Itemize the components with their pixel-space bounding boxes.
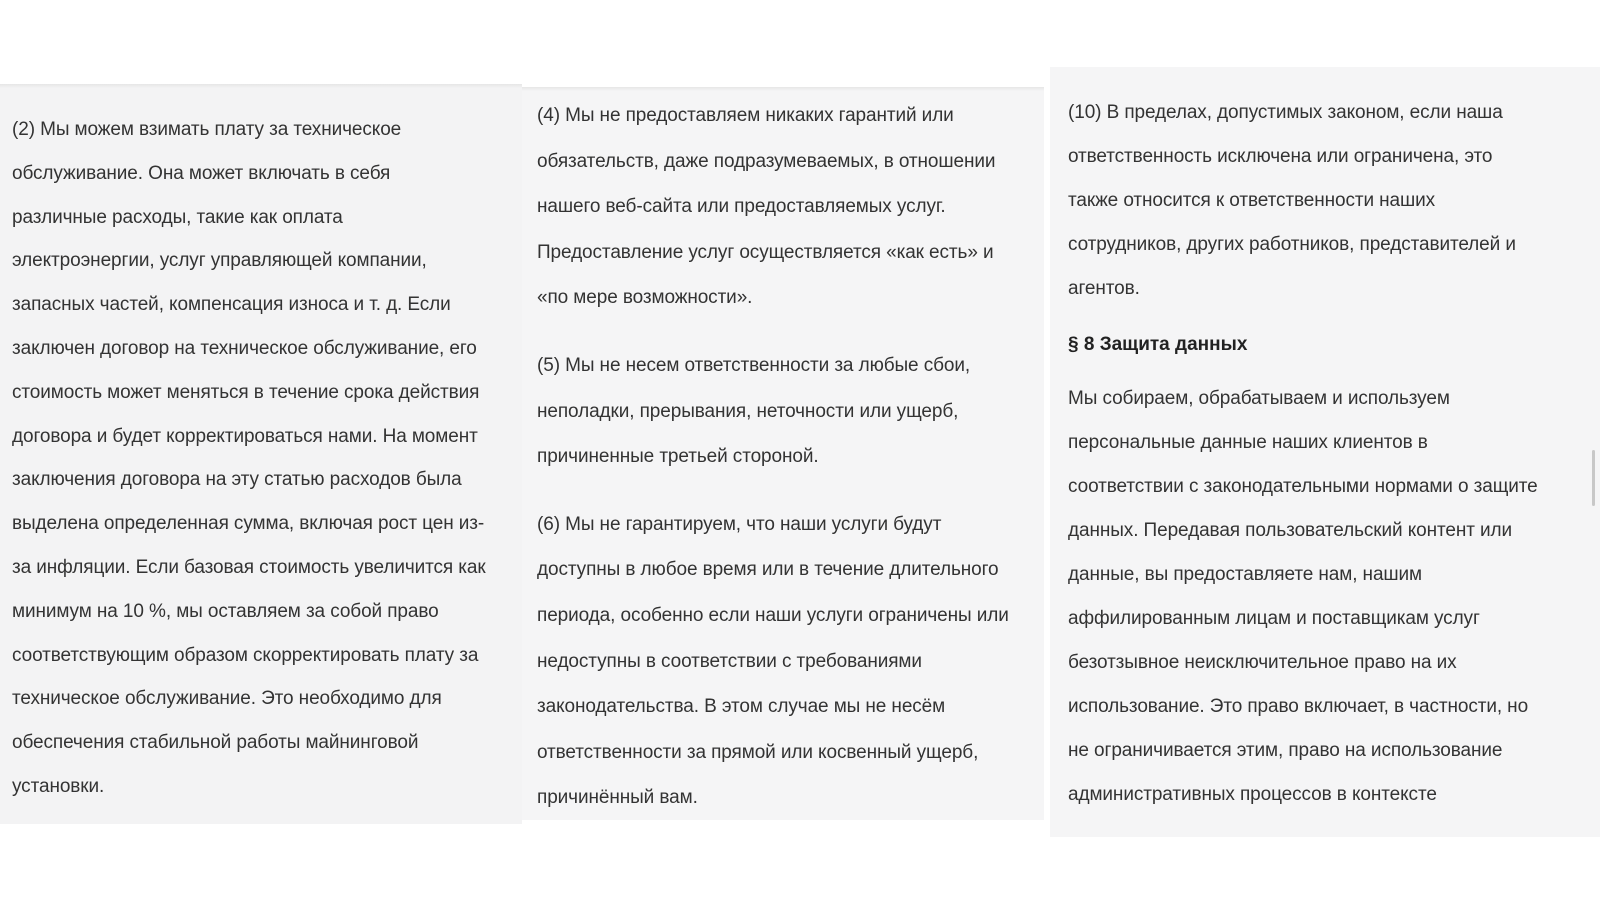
document-column-3 (1050, 67, 1600, 837)
clause-6-paragraph: (6) Мы не гарантируем, что наши услуги будут доступны в любое время или в течение длительного периода, особенно если наши услуги ограничены или недоступны в соответствии с требованиями законодательства. В этом случае мы не несём ответственности за прямой или косвенный ущерб, причинённый вам. (537, 513, 1009, 809)
clause-10-paragraph: (10) В пределах, допустимых законом, если наша ответственность исключена или ограничена, это также относится к ответственности наших сотрудников, других работников, представителей и агентов. (1068, 102, 1516, 299)
scrollbar-thumb[interactable] (1592, 450, 1595, 506)
clause-2-paragraph: (2) Мы можем взимать плату за техническое обслуживание. Она может включать в себя различные расходы, такие как оплата электроэнергии, услуг управляющей компании, запасных частей, компенсация износа и т. д. Если заключен договор на техническое обслуживание, его стоимость может меняться в течение срока действия договора и будет корректироваться нами. На момент заключения договора на эту статью расходов была выделена определенная сумма, включая рост цен из- за инфляции. Если базовая стоимость увеличится как минимум на 10 %, мы оставляем за собой право соответствующим образом скорректировать плату за техническое обслуживание. Это необходимо для обеспечения стабильной работы майнинговой установки. (12, 119, 486, 797)
document-column-2 (522, 87, 1044, 820)
document-column-1 (0, 84, 522, 824)
data-protection-paragraph: Мы собираем, обрабатываем и используем персональные данные наших клиентов в соответствии с законодательными нормами о защите данных. Передавая пользовательский контент или данные, вы предоставляете нам, нашим аффилированным лицам и поставщикам услуг безотзывное неисключительное право на их использование. Это право включает, в частности, но не ограничивается этим, право на использование административных процессов в контексте (1068, 388, 1538, 805)
clause-5-paragraph: (5) Мы не несем ответственности за любые сбои, неполадки, прерывания, неточности или ущерб, причиненные третьей стороной. (537, 354, 971, 468)
section-heading-data-protection: § 8 Защита данных (1068, 334, 1248, 355)
column-top-shadow (522, 87, 1044, 91)
clause-4-paragraph: (4) Мы не предоставляем никаких гарантий или обязательств, даже подразумеваемых, в отношении нашего веб-сайта или предоставляемых услуг. Предоставление услуг осуществляется «как есть» и «по мере возможности». (537, 105, 996, 309)
column-top-shadow (0, 84, 522, 88)
